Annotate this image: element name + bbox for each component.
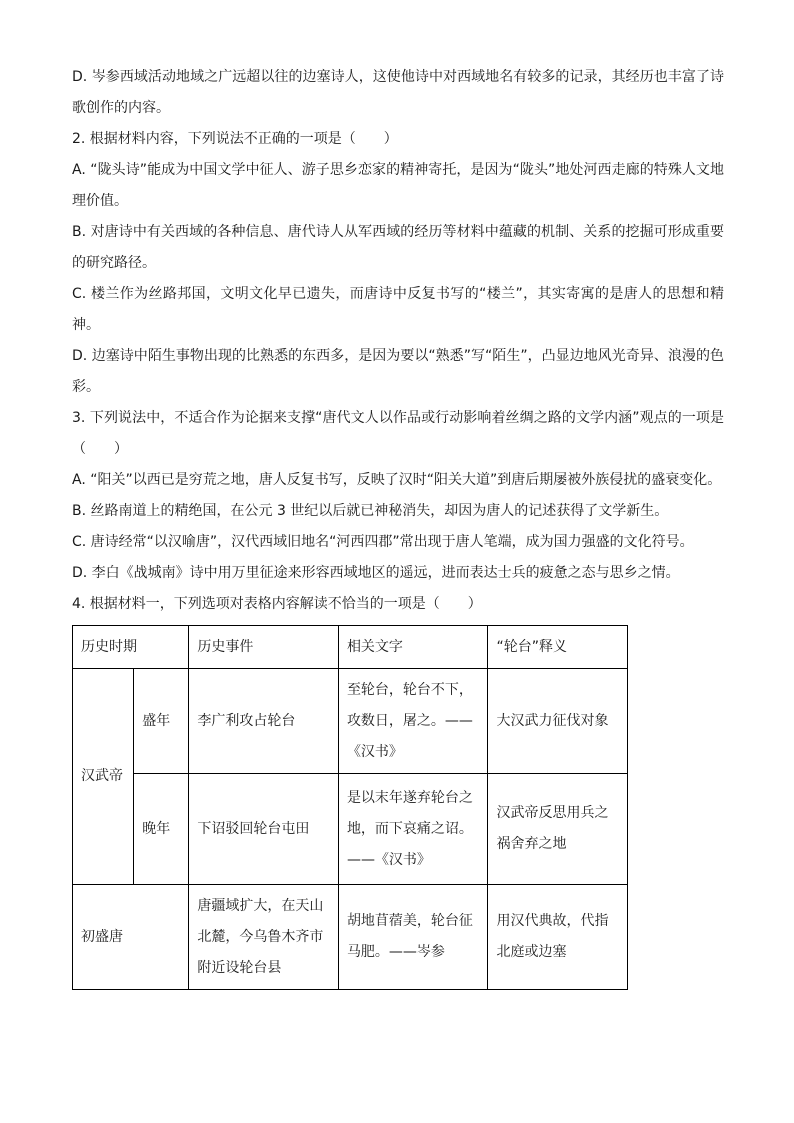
- question-2-option-c: C. 楼兰作为丝路邦国，文明文化早已遗失，而唐诗中反复书写的“楼兰”，其实寄寓的是唐人的思想和精神。: [72, 286, 724, 333]
- option-d-q1: D. 岑参西域活动地域之广远超以往的边塞诗人，这使他诗中对西域地名有较多的记录，其经历也丰富了诗歌创作的内容。: [72, 69, 724, 116]
- question-2-option-b: B. 对唐诗中有关西域的各种信息、唐代诗人从军西域的经历等材料中蕴藏的机制、关系的挖掘可形成重要的研究路径。: [72, 224, 724, 271]
- table-row: [73, 774, 628, 885]
- table-row: [73, 885, 628, 990]
- question-3-option-b: B. 丝路南道上的精绝国，在公元 3 世纪以后就已神秘消失，却因为唐人的记述获得了文学新生。: [72, 503, 669, 519]
- cell-text: 胡地苜蓿美，轮台征马肥。——岑参: [338, 885, 488, 990]
- table-header-row: [73, 626, 628, 669]
- cell-event: 李广利攻占轮台: [189, 669, 339, 774]
- header-period: 历史时期: [73, 626, 189, 669]
- question-2-option-d: D. 边塞诗中陌生事物出现的比熟悉的东西多，是因为要以“熟悉”写“陌生”，凸显边地风光奇异、浪漫的色彩。: [72, 348, 724, 395]
- header-text: 相关文字: [338, 626, 488, 669]
- cell-event: 唐疆域扩大，在天山北麓，今乌鲁木齐市附近设轮台县: [189, 885, 339, 990]
- header-meaning: “轮台”释义: [488, 626, 628, 669]
- question-4: 4. 根据材料一，下列选项对表格内容解读不恰当的一项是（ ）: [72, 596, 482, 612]
- cell-meaning: 大汉武力征伐对象: [488, 669, 628, 774]
- question-2-option-a: A. “陇头诗”能成为中国文学中征人、游子思乡恋家的精神寄托，是因为“陇头”地处河西走廊的特殊人文地理价值。: [72, 162, 724, 209]
- table-row: [73, 669, 628, 774]
- document-page: [72, 62, 724, 990]
- cell-text: 是以末年遂弃轮台之地，而下哀痛之诏。——《汉书》: [338, 774, 488, 885]
- question-2: 2. 根据材料内容，下列说法不正确的一项是（ ）: [72, 131, 398, 147]
- cell-period: 初盛唐: [73, 885, 189, 990]
- cell-event: 下诏驳回轮台屯田: [189, 774, 339, 885]
- question-3-option-c: C. 唐诗经常“以汉喻唐”，汉代西域旧地名“河西四郡”常出现于唐人笔端，成为国力强盛的文化符号。: [72, 534, 694, 550]
- cell-period: 晚年: [134, 774, 189, 885]
- cell-text: 至轮台，轮台不下，攻数日，屠之。——《汉书》: [338, 669, 488, 774]
- header-event: 历史事件: [189, 626, 339, 669]
- cell-emperor: 汉武帝: [73, 669, 134, 885]
- cell-meaning: 汉武帝反思用兵之祸舍弃之地: [488, 774, 628, 885]
- question-3: 3. 下列说法中，不适合作为论据来支撑“唐代文人以作品或行动影响着丝绸之路的文学内涵”观点的一项是（ ）: [72, 410, 724, 457]
- cell-meaning: 用汉代典故，代指北庭或边塞: [488, 885, 628, 990]
- cell-period: 盛年: [134, 669, 189, 774]
- lunta-table: [72, 625, 628, 990]
- question-3-option-d: D. 李白《战城南》诗中用万里征途来形容西域地区的遥远，进而表达士兵的疲惫之态与思乡之情。: [72, 565, 680, 581]
- question-3-option-a: A. “阳关”以西已是穷荒之地，唐人反复书写，反映了汉时“阳关大道”到唐后期屡被外族侵扰的盛衰变化。: [72, 472, 722, 488]
